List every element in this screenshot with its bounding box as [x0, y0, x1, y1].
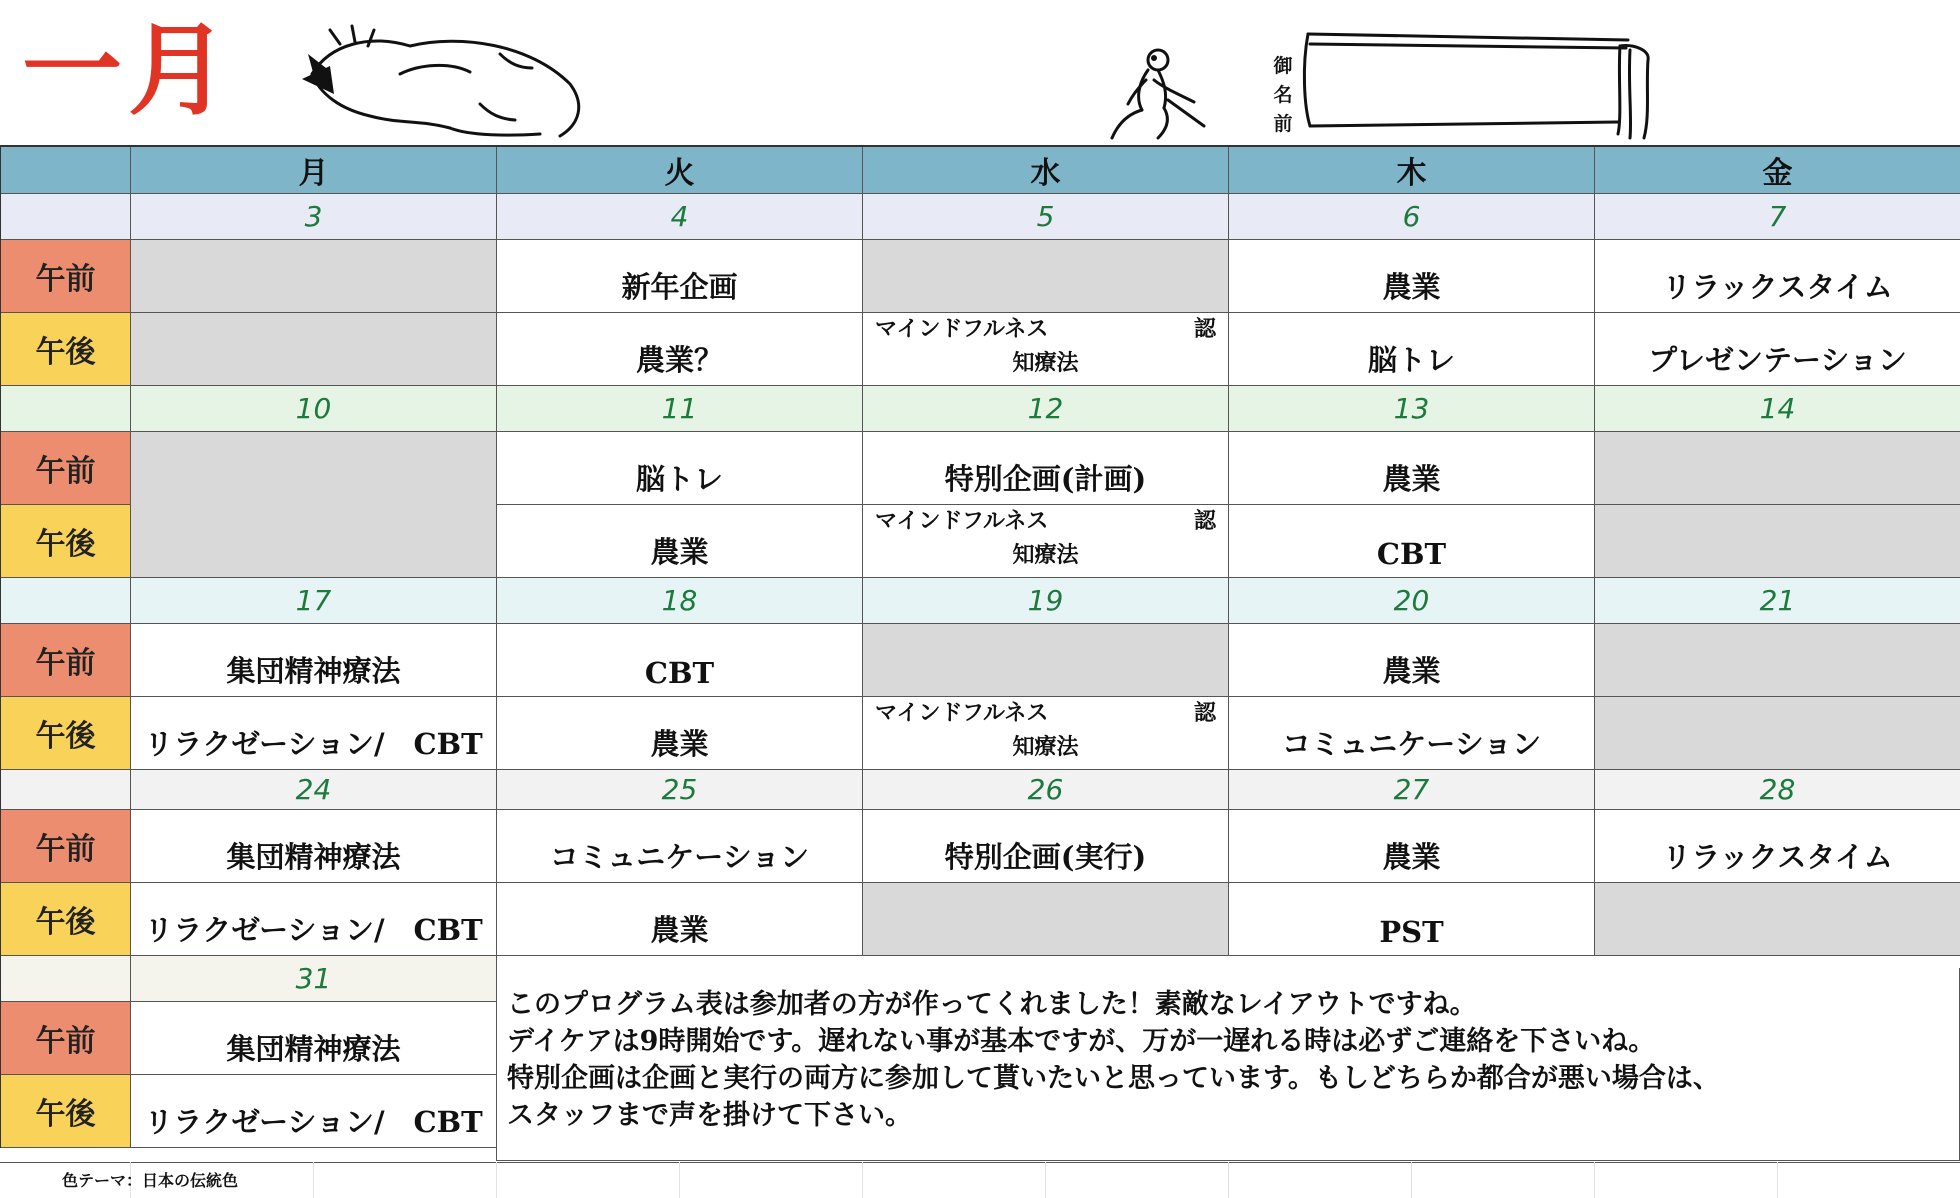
activity-cell: 集団精神療法	[131, 810, 497, 883]
date-cell: 20	[1229, 578, 1595, 624]
date-cell: 3	[131, 194, 497, 240]
date-row-corner	[1, 956, 131, 1002]
am-label: 午前	[1, 624, 131, 697]
activity-cell: 集団精神療法	[131, 1002, 497, 1075]
activity-cell-empty	[1595, 505, 1960, 578]
frog-drawing-icon	[1098, 44, 1208, 144]
note-line: このプログラム表は参加者の方が作ってくれました！素敵なレイアウトですね。	[507, 989, 1477, 1020]
date-cell: 13	[1229, 386, 1595, 432]
month-title: 一月	[22, 11, 234, 129]
fox-sleeping-icon	[300, 24, 600, 144]
am-label: 午前	[1, 432, 131, 505]
activity-cell: 新年企画	[497, 240, 863, 313]
activity-cell-empty	[131, 432, 497, 505]
activity-cell: 農業	[497, 505, 863, 578]
activity-cell: 農業	[497, 883, 863, 956]
activity-cell: 特別企画(計画)	[863, 432, 1229, 505]
pm-label: 午後	[1, 313, 131, 386]
activity-cell: 農業？	[497, 313, 863, 386]
date-cell: 6	[1229, 194, 1595, 240]
date-cell: 21	[1595, 578, 1960, 624]
activity-cell: コミュニケーション	[1229, 697, 1595, 770]
activity-cell: リラクゼーション/ CBT	[131, 697, 497, 770]
activity-cell-empty	[863, 240, 1229, 313]
activity-cell-empty	[131, 313, 497, 386]
weekday-mon: 月	[131, 147, 497, 194]
activity-cell-empty	[131, 240, 497, 313]
note-line: スタッフまで声を掛けて下さい。	[507, 1100, 912, 1131]
pm-label: 午後	[1, 505, 131, 578]
activity-cell-wrapped: マインドフルネス 認 知療法	[863, 697, 1229, 770]
date-row-corner	[1, 194, 131, 240]
pm-label: 午後	[1, 1075, 131, 1148]
notes-box	[496, 968, 1960, 1161]
activity-cell: リラクゼーション/ CBT	[131, 883, 497, 956]
date-cell: 26	[863, 770, 1229, 810]
date-cell: 31	[131, 956, 497, 1002]
activity-cell: 農業	[1229, 432, 1595, 505]
weekday-tue: 火	[497, 147, 863, 194]
am-label: 午前	[1, 810, 131, 883]
activity-cell: リラクゼーション/ CBT	[131, 1075, 497, 1148]
weekday-thu: 木	[1229, 147, 1595, 194]
date-cell: 11	[497, 386, 863, 432]
date-cell: 5	[863, 194, 1229, 240]
activity-cell: PST	[1229, 883, 1595, 956]
activity-cell: 農業	[1229, 240, 1595, 313]
weekday-fri: 金	[1595, 147, 1960, 194]
activity-cell: 集団精神療法	[131, 624, 497, 697]
activity-cell-empty	[1595, 432, 1960, 505]
date-row-corner	[1, 770, 131, 810]
pm-label: 午後	[1, 883, 131, 956]
date-cell: 28	[1595, 770, 1960, 810]
pm-label: 午後	[1, 697, 131, 770]
date-cell: 19	[863, 578, 1229, 624]
activity-cell: 脳トレ	[1229, 313, 1595, 386]
activity-cell: CBT	[1229, 505, 1595, 578]
activity-cell-wrapped: マインドフルネス 認 知療法	[863, 313, 1229, 386]
header-corner	[1, 147, 131, 194]
activity-cell-wrapped: マインドフルネス 認 知療法	[863, 505, 1229, 578]
date-cell: 27	[1229, 770, 1595, 810]
activity-cell: プレゼンテーション	[1595, 313, 1960, 386]
activity-cell: 特別企画(実行)	[863, 810, 1229, 883]
activity-cell: 脳トレ	[497, 432, 863, 505]
date-cell: 24	[131, 770, 497, 810]
date-cell: 17	[131, 578, 497, 624]
footer-row	[0, 1162, 1960, 1198]
activity-cell: 農業	[1229, 624, 1595, 697]
date-cell: 7	[1595, 194, 1960, 240]
note-line: 特別企画は企画と実行の両方に参加して貰いたいと思っています。もしどちらか都合が悪い場合は、	[507, 1063, 1720, 1094]
date-cell: 10	[131, 386, 497, 432]
weekday-wed: 水	[863, 147, 1229, 194]
activity-cell: 農業	[1229, 810, 1595, 883]
date-cell: 25	[497, 770, 863, 810]
color-theme-note: 色テーマ：日本の伝統色	[62, 1171, 239, 1190]
activity-cell: コミュニケーション	[497, 810, 863, 883]
date-cell: 4	[497, 194, 863, 240]
activity-cell-empty	[131, 505, 497, 578]
date-cell: 12	[863, 386, 1229, 432]
note-line: デイケアは9時開始です。遅れない事が基本ですが、万が一遅れる時は必ずご連絡を下さいね。	[507, 1026, 1656, 1057]
activity-cell: リラックスタイム	[1595, 810, 1960, 883]
name-label: 御名前	[1273, 55, 1293, 135]
activity-cell: 農業	[497, 697, 863, 770]
activity-cell-empty	[863, 883, 1229, 956]
activity-cell: リラックスタイム	[1595, 240, 1960, 313]
activity-cell-empty	[1595, 883, 1960, 956]
date-cell: 18	[497, 578, 863, 624]
date-cell: 14	[1595, 386, 1960, 432]
date-row-corner	[1, 578, 131, 624]
activity-cell-empty	[1595, 697, 1960, 770]
am-label: 午前	[1, 240, 131, 313]
am-label: 午前	[1, 1002, 131, 1075]
activity-cell: CBT	[497, 624, 863, 697]
scroll-nameplate-icon	[1258, 26, 1658, 146]
activity-cell-empty	[1595, 624, 1960, 697]
date-row-corner	[1, 386, 131, 432]
activity-cell-empty	[863, 624, 1229, 697]
